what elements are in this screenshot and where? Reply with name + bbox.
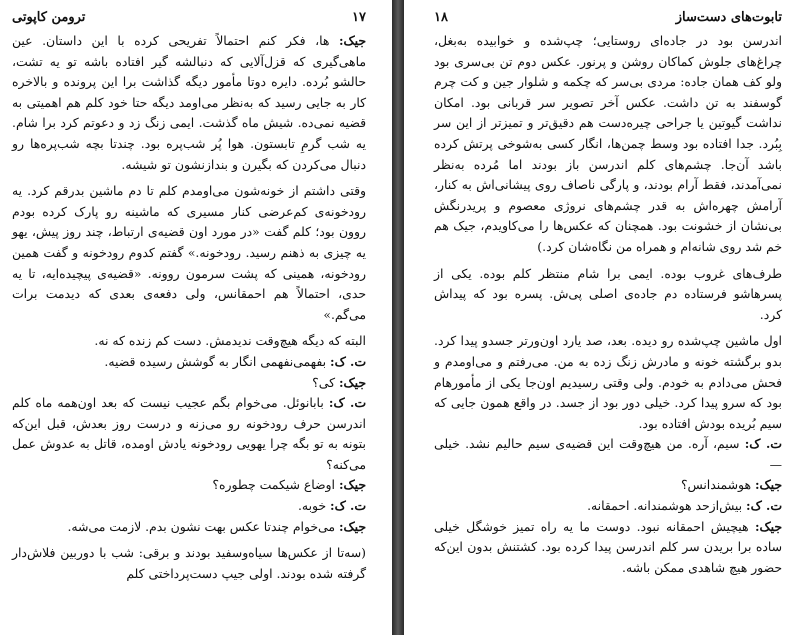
paragraph bbox=[12, 496, 366, 517]
paragraph-text: بابانوئل. می‌خوام بگم عجیب نیست که بعد اون‌همه ماه کلم اندرسن حرف رودخونه رو می‌زنه و درست روز بعدش، قبل این‌که بتونه به تو بگه چرا یهویی رودخونه یادش اومده، قاتل به عدوش عمل می‌کنه؟ bbox=[12, 395, 366, 472]
paragraph bbox=[12, 352, 366, 373]
paragraph-text: خوبه. bbox=[297, 498, 327, 514]
paragraph bbox=[12, 475, 366, 496]
paragraph-text: کی؟ bbox=[312, 374, 335, 390]
paragraph bbox=[434, 31, 782, 258]
speaker-label: ت. ک: bbox=[746, 498, 782, 514]
paragraph bbox=[12, 393, 366, 475]
paragraph-text: (سه‌تا از عکس‌ها سیاه‌وسفید بودند و برقی: شب با دوربین فلاش‌دار گرفته شده بودند. اولی جیپ دست‌پرداختی کلم bbox=[12, 545, 366, 581]
paragraph bbox=[434, 434, 782, 475]
speaker-label: جیک: bbox=[338, 374, 366, 390]
left-page-body bbox=[12, 31, 366, 584]
paragraph-text: ها، فکر کنم احتمالاً تفریحی کرده با این داستان. عین ماهی‌گیری که قزل‌آلایی که دنبالشه گیر افتاده باشه تو یه تشت، حالشو بُرده. دایره دوتا مأمور دیگه گذاشت برا این پرونده و بالاخره کار به جایی رسید که به‌نظر می‌اومد دیگه حتا خود کلم هم اهمیتی به قضیه نمی‌ده. شیش ماه گذشت. ایمی زنگ زد و دعوتم کرد برا شام. یه شب گرمِ تابستون. هوا پُر شب‌پره بود. چندتا بچه شب‌پره‌ها رو دنبال می‌کردن که بگیرن و بندازنشون تو شیشه. bbox=[12, 33, 366, 172]
paragraph-text: سیم، آره. من هیچ‌وقت این قضیه‌ی سیم حالیم نشد. خیلی — bbox=[434, 436, 782, 472]
paragraph-text: هیچیش احمقانه نبود. دوست ما یه راه تمیز خوشگل خیلی ساده برا بریدن سر کلم اندرسن پیدا کرده بود. کشتنش بدون این‌که حضور هیچ شاهدی ممکن باشه. bbox=[434, 518, 782, 575]
right-page-body bbox=[434, 31, 782, 578]
paragraph-text: می‌خوام چندتا عکس بهت نشون بدم. لازمت می‌شه. bbox=[67, 518, 335, 534]
paragraph bbox=[434, 264, 782, 326]
paragraph-text: طرف‌های غروب بوده. ایمی برا شام منتظر کلم بوده. یکی از پسرهاشو فرستاده دم جاده‌ی اصلی پی‌ش. پسره بود که پیداش کرد. bbox=[434, 265, 782, 322]
page-number: ۱۷ bbox=[352, 10, 366, 25]
paragraph-text: اوضاع شیکمت چطوره؟ bbox=[212, 477, 335, 493]
paragraph bbox=[434, 517, 782, 579]
paragraph-text: البته که دیگه هیچ‌وقت ندیدمش. دست کم زنده که نه. bbox=[94, 333, 366, 349]
page-number: ۱۸ bbox=[434, 10, 448, 25]
paragraph bbox=[12, 517, 366, 538]
speaker-label: ت. ک: bbox=[744, 436, 782, 452]
book-gutter bbox=[392, 0, 404, 635]
paragraph bbox=[12, 31, 366, 175]
left-page bbox=[0, 0, 392, 635]
speaker-label: جیک: bbox=[754, 518, 782, 534]
paragraph-text: هوشمندانس؟ bbox=[680, 477, 751, 493]
paragraph bbox=[12, 373, 366, 394]
paragraph-text: بفهمی‌نفهمی انگار به گوشش رسیده قضیه. bbox=[104, 353, 327, 369]
paragraph-text: وقتی داشتم از خونه‌شون می‌اومدم کلم تا دم ماشین بدرقم کرد. یه رودخونه‌ی کم‌عرضی کنار مسیری که ماشینه رو پارک کرده بودم روون بود؛ کلم گفت «در مورد اون قضیه‌ی ارتباط، چند روز پیش، یهو یه چیزی به ذهنم رسید. رودخونه.» گفتم کدوم رودخونه و گفت همین رودخونه، همینی که پشت سرمون روونه. «قضیه‌ی پیچیده‌ایه، تا یه حدی، احتمالاً هم احمقانس، ولی دفعه‌ی بعدی که دیدمت برات می‌گم.» bbox=[12, 183, 366, 322]
paragraph-text: بیش‌از‌حد هوشمندانه. احمقانه. bbox=[587, 498, 743, 514]
speaker-label: ت. ک: bbox=[330, 353, 366, 369]
running-title: ترومن کاپوتی bbox=[12, 10, 86, 25]
right-page-header bbox=[434, 10, 782, 25]
speaker-label: ت. ک: bbox=[330, 498, 366, 514]
speaker-label: جیک: bbox=[338, 33, 366, 48]
right-page bbox=[404, 0, 796, 635]
paragraph-text: اندرسن بود در جاده‌ای روستایی؛ چپ‌شده و خوابیده به‌بغل، چراغ‌های جلوش کماکان روشن و پرنور. عکس دوم تن بی‌سری بود ولو کف همان جاده: مردی بی‌سر که چکمه و شلوار جین و کت چرم گوسفند به تن داشت. عکس آخر تصویر سر قربانی بود. امکان نداشت گیوتین یا جراحی چیره‌دست هم دقیق‌تر و تمیزتر از این سر بِبُرد. جدا افتاده بود وسط چمن‌ها، انگار کسی به‌شوخی پرتش کرده باشد آن‌جا. چشم‌های کلم اندرسن باز بودند اما مُرده به‌نظر نمی‌آمدند، فقط آرام بودند، و پارگی ناصاف روی پیشانی‌اش به کنار، آرامش چهره‌اش به قدر چشم‌های نروژی معصوم و پریدرنگش بی‌نشان از خشونت بود. همچنان که عکس‌ها را می‌کاویدم، جیک هم خم شد روی شانه‌ام و همراه من نگاه‌شان کرد.) bbox=[434, 33, 782, 254]
paragraph bbox=[434, 331, 782, 434]
running-title: تابوت‌های دست‌ساز bbox=[675, 10, 782, 25]
speaker-label: جیک: bbox=[338, 477, 366, 493]
paragraph bbox=[12, 543, 366, 584]
speaker-label: جیک: bbox=[338, 518, 366, 534]
paragraph bbox=[12, 181, 366, 325]
speaker-label: جیک: bbox=[754, 477, 782, 493]
paragraph-text: اول ماشین چپ‌شده رو دیده. بعد، صد یارد اون‌ورتر جسدو پیدا کرد. بدو برگشته خونه و مادرش زنگ زده به من. می‌رفتم و می‌اومدم و فحش می‌دادم به خودم. ولی وقتی رسیدیم اون‌جا یکی از مأمورهام بود که سرو پیدا کرد. خیلی دور بود از جسد. در واقع همون جایی که سیم بُریده بودش افتاده بود. bbox=[434, 333, 782, 431]
paragraph bbox=[434, 475, 782, 496]
paragraph bbox=[12, 331, 366, 352]
left-page-header bbox=[12, 10, 366, 25]
paragraph bbox=[434, 496, 782, 517]
speaker-label: ت. ک: bbox=[328, 395, 366, 411]
